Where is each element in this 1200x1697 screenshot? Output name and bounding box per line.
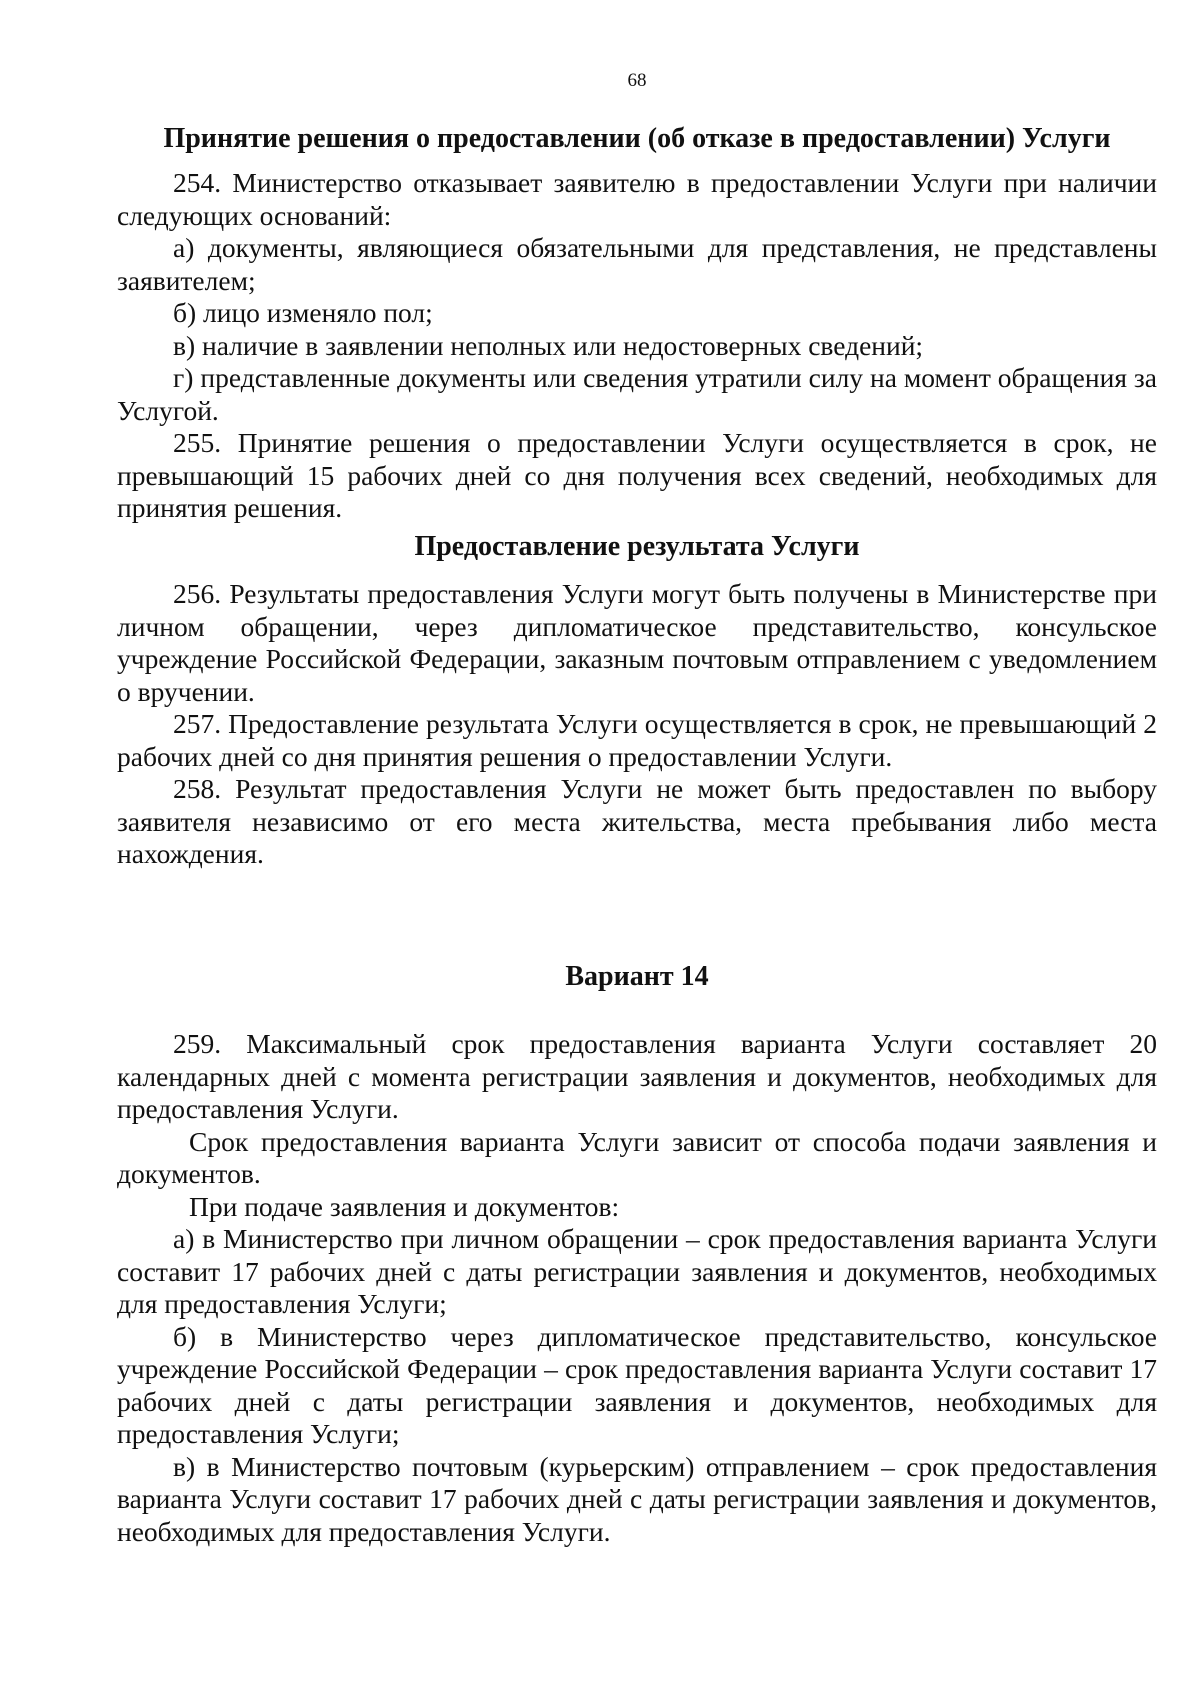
paragraph-256: 256. Результаты предоставления Услуги могут быть получены в Министерстве при личном обращении, через дипломатическое представительство, консульское учреждение Российской Федерации, заказным почтовым отправлением с уведомлением о вручении. bbox=[117, 578, 1157, 707]
variant-item-b: б) в Министерство через дипломатическое представительство, консульское учреждение Российской Федерации – срок предоставления варианта Услуги составит 17 рабочих дней с даты регистрации заявления и документов, необходимых для предоставления Услуги; bbox=[117, 1320, 1157, 1449]
paragraph-term-depends: Срок предоставления варианта Услуги зависит от способа подачи заявления и документов. bbox=[117, 1125, 1157, 1189]
paragraph-259: 259. Максимальный срок предоставления варианта Услуги составляет 20 календарных дней с момента регистрации заявления и документов, необходимых для предоставления Услуги. bbox=[117, 1028, 1157, 1124]
section-heading-variant-14: Вариант 14 bbox=[565, 961, 709, 992]
variant-item-a: а) в Министерство при личном обращении – срок предоставления варианта Услуги составит 17 рабочих дней с даты регистрации заявления и документов, необходимых для предоставления Услуги; bbox=[117, 1223, 1157, 1319]
section-body-decision bbox=[117, 167, 1157, 525]
section-body-result bbox=[117, 578, 1157, 871]
paragraph-258: 258. Результат предоставления Услуги не может быть предоставлен по выбору заявителя независимо от его места жительства, места пребывания либо места нахождения. bbox=[117, 773, 1157, 869]
document-page bbox=[117, 0, 1157, 1697]
section-body-variant-14 bbox=[117, 1028, 1157, 1548]
list-item-v: в) наличие в заявлении неполных или недостоверных сведений; bbox=[173, 329, 924, 361]
section-heading-decision: Принятие решения о предоставлении (об отказе в предоставлении) Услуги bbox=[163, 123, 1111, 154]
paragraph-257: 257. Предоставление результата Услуги осуществляется в срок, не превышающий 2 рабочих дней со дня принятия решения о предоставлении Услуги. bbox=[117, 708, 1157, 772]
variant-item-v: в) в Министерство почтовым (курьерским) отправлением – срок предоставления варианта Услуги составит 17 рабочих дней с даты регистрации заявления и документов, необходимых для предоставления Услуги. bbox=[117, 1450, 1157, 1547]
paragraph-254: 254. Министерство отказывает заявителю в предоставлении Услуги при наличии следующих оснований: bbox=[117, 167, 1157, 231]
list-item-b: б) лицо изменяло пол; bbox=[173, 297, 433, 328]
paragraph-255: 255. Принятие решения о предоставлении Услуги осуществляется в срок, не превышающий 15 рабочих дней со дня получения всех сведений, необходимых для принятия решения. bbox=[117, 427, 1157, 523]
paragraph-submission-intro: При подаче заявления и документов: bbox=[189, 1190, 620, 1222]
page-number: 68 bbox=[627, 70, 647, 91]
list-item-a: а) документы, являющиеся обязательными для представления, не представлены заявителем; bbox=[117, 232, 1157, 296]
section-heading-result: Предоставление результата Услуги bbox=[414, 531, 860, 562]
list-item-g: г) представленные документы или сведения утратили силу на момент обращения за Услугой. bbox=[117, 362, 1157, 426]
